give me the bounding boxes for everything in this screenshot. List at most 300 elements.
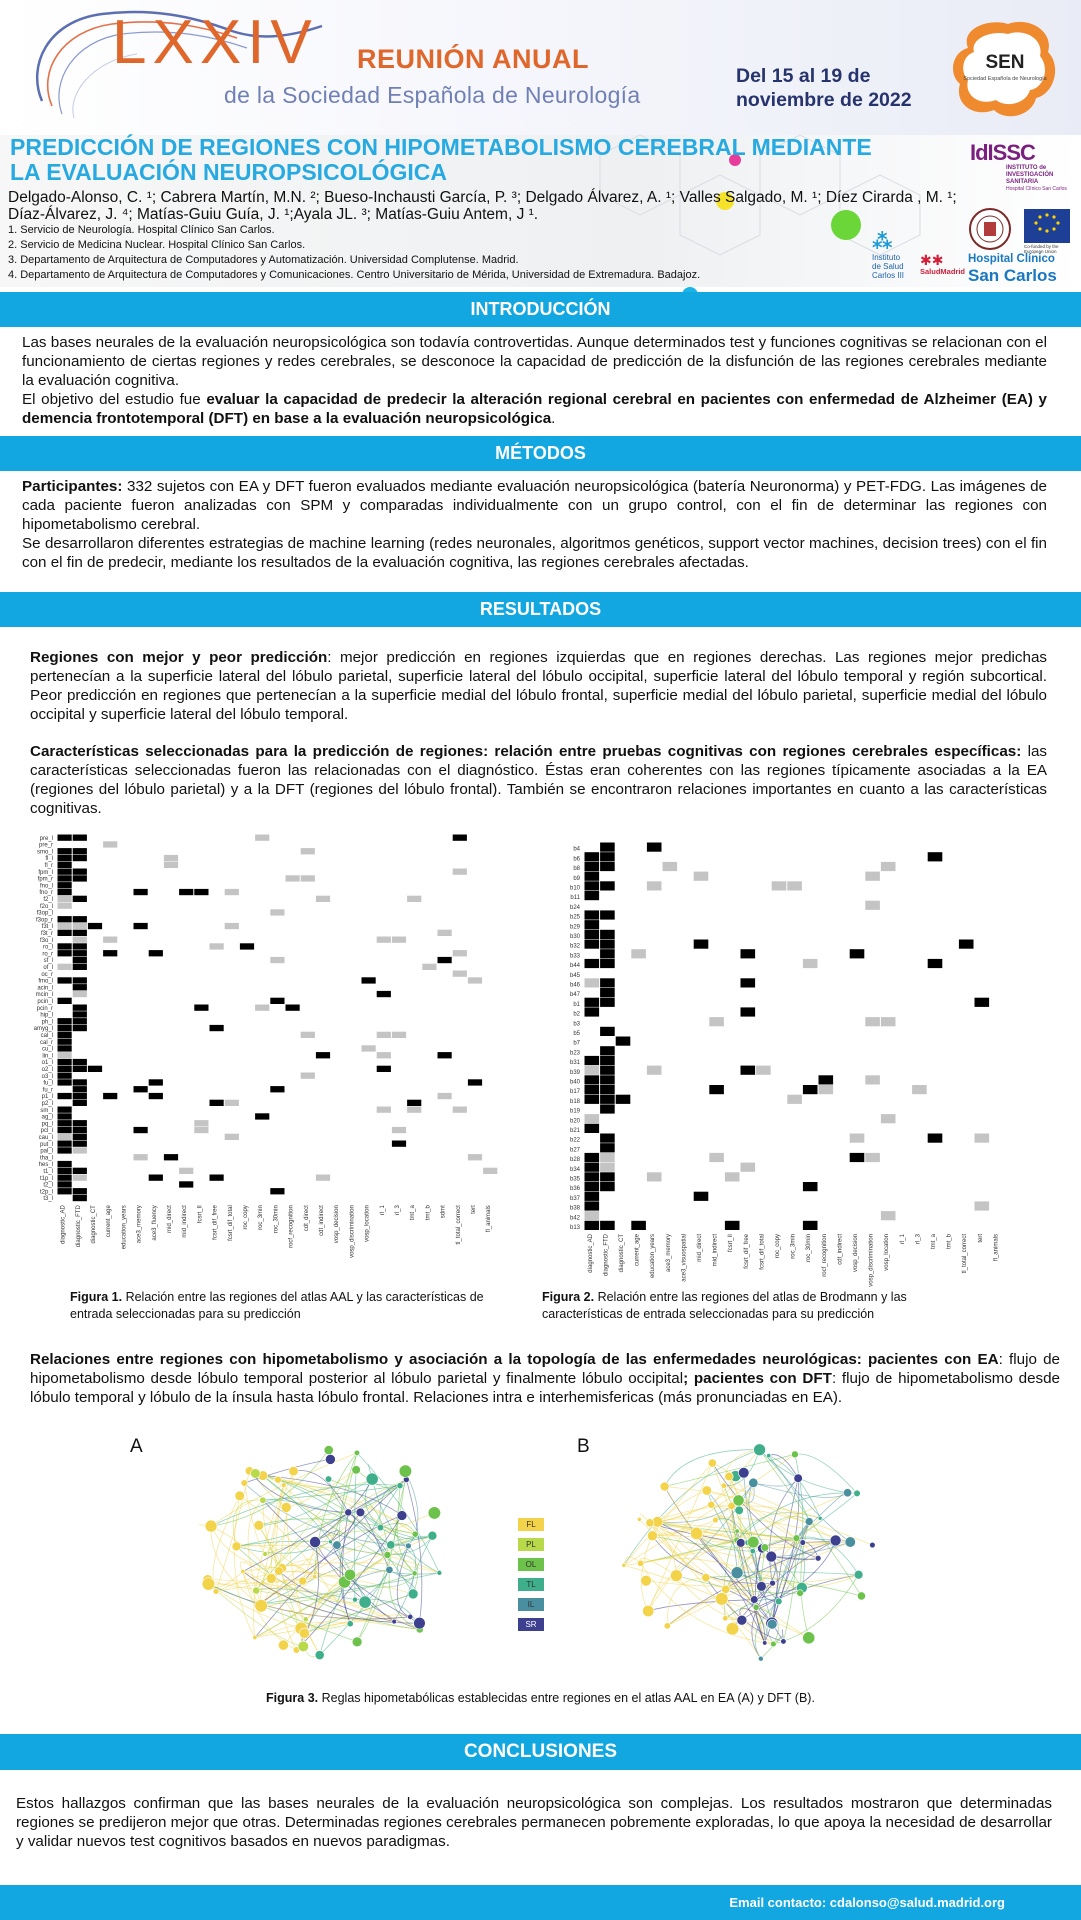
heatmap-cell [73, 835, 87, 841]
fig2-caption-text: Relación entre las regiones del atlas de Brodmann y las características de entrada seleccionadas para su predicción [542, 1290, 907, 1321]
sen-subtitle: Sociedad Española de Neurología [963, 76, 1047, 82]
legend-swatch: SR [518, 1618, 544, 1631]
heatmap-row-label: pq_l [41, 1121, 53, 1128]
section-heading-results: RESULTADOS [0, 592, 1081, 627]
results-paragraph-2 [30, 742, 1047, 818]
heatmap-cell [912, 1085, 927, 1094]
network-node [726, 1622, 739, 1635]
heatmap-cell [58, 998, 72, 1004]
network-node [725, 1472, 733, 1480]
figure-3-legend [518, 1518, 548, 1638]
results-p3-end: : flujo de hipometabolismo desde lóbulo temporal y lóbulo de la ínsula hasta lóbulo frontal. Relaciones intra e interhemisfericas (más pronunciadas en EA). [30, 1370, 1060, 1406]
heatmap-column-label: roc_copy [243, 1205, 249, 1230]
heatmap-row-label: pcin_l [37, 999, 53, 1005]
isciii-mark-icon: ⁂ [872, 231, 893, 253]
heatmap-cell [58, 1161, 72, 1167]
heatmap-row-label: cu_l [41, 1046, 53, 1053]
network-node [748, 1536, 760, 1548]
network-node [660, 1482, 669, 1491]
heatmap-cell [179, 1181, 193, 1187]
dates-line-2: noviembre de 2022 [736, 89, 912, 111]
heatmap-cell [585, 1172, 600, 1181]
heatmap-row-label: oc_r [41, 971, 53, 978]
heatmap-row-label: b21 [569, 1128, 580, 1134]
legend-swatch: IL [518, 1598, 544, 1611]
heatmap-row-label: f3o_l [39, 937, 53, 944]
heatmap-cell [210, 1175, 224, 1181]
heatmap-cell [725, 1172, 740, 1181]
network-node [251, 1469, 261, 1479]
network-node [354, 1450, 360, 1456]
heatmap-cell [392, 937, 406, 943]
heatmap-row-label: b23 [569, 1050, 580, 1057]
heatmap-row-label: b36 [569, 1186, 580, 1193]
heatmap-cell [73, 896, 87, 902]
heatmap-row-label: o2_l [41, 1067, 53, 1073]
title-line-2: LA EVALUACIÓN NEUROPSICOLÓGICA [10, 159, 448, 185]
heatmap-cell [58, 1032, 72, 1038]
network-node [721, 1585, 729, 1593]
heatmap-cell [600, 1134, 615, 1143]
heatmap-row-label: f3op_r [35, 917, 53, 924]
heatmap-row-label: b20 [569, 1118, 580, 1125]
network-node [303, 1617, 308, 1622]
network-node [275, 1567, 284, 1576]
author-list: Delgado-Alonso, C. ¹; Cabrera Martín, M.N. ²; Bueso-Inchausti García, P. ³; Delgado Álvarez, A. ¹; Valles Salgado, M. ¹; Díez Cirarda , M. ¹; Díaz-Álvarez, J. ⁴; Matías-Guiu Guía, J. ¹;Ayala JL. ³; Matías-Guiu Antem, J ¹. [8, 189, 957, 223]
heatmap-cell [58, 916, 72, 922]
heatmap-cell [803, 959, 818, 968]
heatmap-column-label: cdt_direct [303, 1205, 310, 1232]
fig3-caption-bold: Figura 3. [266, 1691, 319, 1705]
network-node [352, 1637, 362, 1647]
fig1-caption-text: Relación entre las regiones del atlas AAL y las características de entrada seleccionadas para su predicción [70, 1290, 484, 1321]
heatmap-cell [103, 937, 117, 943]
heatmap-cell [73, 1059, 87, 1065]
heatmap-row-label: pal_l [40, 1148, 53, 1155]
heatmap-cell [600, 1104, 615, 1113]
network-node [670, 1570, 682, 1582]
heatmap-cell [73, 875, 87, 881]
heatmap-cell [585, 1056, 600, 1065]
heatmap-cell [600, 1143, 615, 1152]
heatmap-cell [210, 1100, 224, 1106]
heatmap-cell [803, 1182, 818, 1191]
network-node [713, 1517, 719, 1523]
heatmap-column-label: rl_3 [395, 1205, 401, 1216]
heatmap-cell [787, 881, 802, 890]
network-node [397, 1511, 407, 1521]
university-seal-icon [968, 207, 1012, 251]
sen-acronym: SEN [985, 52, 1025, 73]
network-node [213, 1589, 219, 1595]
contact-email: Email contacto: cdalonso@salud.madrid.org [729, 1895, 1005, 1910]
heatmap-cell [58, 1045, 72, 1051]
network-node [386, 1566, 393, 1573]
legend-swatch: PL [518, 1538, 544, 1551]
network-node [637, 1517, 641, 1521]
legend-swatch: OL [518, 1558, 544, 1571]
heatmap-cell [58, 896, 72, 902]
heatmap-cell [741, 978, 756, 987]
heatmap-cell [58, 862, 72, 868]
heatmap-cell [585, 940, 600, 949]
heatmap-cell [453, 971, 467, 977]
isciii-line-1: Instituto [872, 253, 901, 262]
heatmap-cell [58, 1188, 72, 1194]
network-node [260, 1497, 266, 1503]
heatmap-cell [149, 1079, 163, 1085]
poster-title [10, 135, 930, 185]
heatmap-row-label: fpm_l [38, 869, 53, 876]
heatmap-row-label: cau_l [38, 1135, 53, 1141]
heatmap-column-label: tl_total_correct [962, 1234, 969, 1274]
heatmap-cell [210, 1025, 224, 1031]
heatmap-cell [377, 1066, 391, 1072]
heatmap-cell [600, 1027, 615, 1036]
network-node [333, 1541, 341, 1549]
network-node [387, 1541, 395, 1549]
heatmap-cell [585, 1192, 600, 1201]
network-node [750, 1548, 755, 1553]
heatmap-column-label: education_years [121, 1205, 128, 1250]
heatmap-column-label: roc_30min [806, 1234, 813, 1263]
heatmap-row-label: cal_l [40, 1033, 53, 1039]
heatmap-cell [286, 875, 300, 881]
results-paragraph-1 [30, 648, 1047, 724]
heatmap-cell [58, 1039, 72, 1045]
heatmap-cell [58, 923, 72, 929]
heatmap-cell [585, 1163, 600, 1172]
heatmap-cell [377, 937, 391, 943]
heatmap-cell [149, 1175, 163, 1181]
heatmap-column-label: vosp_location [364, 1205, 371, 1242]
heatmap-cell [73, 1120, 87, 1126]
intro-p2-end: . [551, 410, 556, 427]
figure-2-caption [542, 1289, 962, 1323]
heatmap-cell [663, 862, 678, 871]
intro-p2-bold: evaluar la capacidad de predecir la alteración regional cerebral en pacientes con enfermedad de Alzheimer (EA) y demencia frontotemporal (DFT) en base a la evaluación neuropsicológica [22, 391, 1047, 427]
society-name: de la Sociedad Española de Neurología [224, 82, 641, 108]
heatmap-cell [453, 1107, 467, 1113]
heatmap-cell [647, 843, 662, 852]
network-node [359, 1596, 371, 1608]
heatmap-cell [58, 848, 72, 854]
heatmap-column-label: rl_3 [915, 1234, 922, 1245]
network-node [805, 1518, 813, 1526]
heatmap-row-label: b17 [569, 1089, 580, 1096]
heatmap-cell [438, 1052, 452, 1058]
heatmap-cell [772, 881, 787, 890]
heatmap-cell [585, 978, 600, 987]
network-node [845, 1537, 856, 1548]
heatmap-cell [73, 1018, 87, 1024]
heatmap-cell [928, 1134, 943, 1143]
network-node [275, 1476, 282, 1483]
heatmap-cell [616, 1095, 631, 1104]
heatmap-cell [58, 1175, 72, 1181]
heatmap-cell [179, 1168, 193, 1174]
heatmap-cell [600, 1085, 615, 1094]
heatmap-cell [134, 923, 148, 929]
network-node [347, 1621, 353, 1627]
network-edge [282, 1560, 318, 1577]
results-p3-bold: Relaciones entre regiones con hipometabolismo y asociación a la topología de las enfermedades neurológicas: pacientes con EA [30, 1351, 999, 1368]
heatmap-cell [58, 1073, 72, 1079]
network-node [753, 1604, 759, 1610]
heatmap-row-label: o1_l [41, 1060, 53, 1067]
heatmap-cell [225, 1100, 239, 1106]
network-node [749, 1478, 758, 1487]
heatmap-cell [585, 920, 600, 929]
heatmap-cell [585, 1211, 600, 1220]
heatmap-row-label: b22 [569, 1137, 580, 1144]
heatmap-cell [453, 869, 467, 875]
network-node [762, 1641, 766, 1645]
heatmap-row-label: ph_l [41, 1019, 53, 1026]
heatmap-cell [928, 959, 943, 968]
heatmap-cell [881, 1211, 896, 1220]
heatmap-cell [600, 940, 615, 949]
heatmap-cell [600, 1163, 615, 1172]
heatmap-cell [73, 977, 87, 983]
heatmap-row-label: f3t_r [40, 931, 53, 937]
network-node [428, 1507, 440, 1519]
heatmap-cell [73, 1100, 87, 1106]
heatmap-cell [709, 1085, 724, 1094]
intro-text [22, 333, 1047, 428]
heatmap-cell [850, 1153, 865, 1162]
heatmap-cell [600, 959, 615, 968]
heatmap-cell [58, 964, 72, 970]
heatmap-cell [270, 909, 284, 915]
affiliation-1: 1. Servicio de Neurología. Hospital Clínico San Carlos. [8, 224, 275, 236]
network-node [854, 1570, 863, 1579]
heatmap-cell [164, 862, 178, 868]
network-node [761, 1544, 769, 1552]
heatmap-cell [600, 1172, 615, 1181]
heatmap-cell [73, 916, 87, 922]
heatmap-cell [438, 930, 452, 936]
heatmap-cell [73, 930, 87, 936]
heatmap-column-label: fl_animals [486, 1205, 493, 1233]
network-node [324, 1445, 333, 1454]
network-node [345, 1509, 352, 1516]
heatmap-cell [709, 1153, 724, 1162]
network-node [641, 1575, 652, 1586]
legend-swatch: FL [518, 1518, 544, 1531]
heatmap-cell [301, 1073, 315, 1079]
heatmap-row-label: tha_l [39, 1155, 53, 1162]
heatmap-row-label: b7 [573, 1040, 580, 1047]
heatmap-cell [210, 943, 224, 949]
heatmap-cell [392, 1141, 406, 1147]
results-p3-mid: : flujo de hipometabolismo desde lóbulo temporal posterior al lóbulo parietal y finalmente lóbulo occipital [30, 1351, 1060, 1387]
heatmap-cell [453, 835, 467, 841]
heatmap-cell [468, 1154, 482, 1160]
heatmap-column-label: fcsrt_dif_free [212, 1205, 219, 1240]
network-node [241, 1569, 245, 1573]
network-node [315, 1650, 324, 1659]
heatmap-cell [134, 1127, 148, 1133]
heatmap-column-label: roc_30min [273, 1205, 280, 1234]
heatmap-cell [928, 852, 943, 861]
network-node [397, 1483, 403, 1489]
heatmap-row-label: p2_l [41, 1101, 53, 1107]
heatmap-row-label: fmo_l [38, 978, 53, 985]
heatmap-cell [725, 1221, 740, 1230]
heatmap-row-label: cal_r [39, 1039, 53, 1046]
heatmap-row-label: pre_l [39, 835, 53, 842]
network-edge [648, 1600, 754, 1611]
heatmap-row-label: smo_l [36, 849, 53, 856]
heatmap-row-label: fl_l [45, 856, 53, 863]
network-node [721, 1483, 726, 1488]
section-heading-conclusions: CONCLUSIONES [0, 1734, 1081, 1770]
network-node [664, 1623, 670, 1629]
heatmap-column-label: fcsrt_dif_total [227, 1205, 234, 1241]
heatmap-row-label: b30 [569, 934, 580, 940]
heatmap-column-label: vosp_discrimination [868, 1234, 875, 1287]
network-node [253, 1635, 257, 1639]
heatmap-row-label: fl_r [44, 863, 53, 869]
heatmap-column-label: diagnostic_FTD [75, 1205, 82, 1248]
network-node [428, 1531, 437, 1540]
madrid-stars-icon: ✱✱ [920, 252, 944, 268]
heatmap-cell [134, 1154, 148, 1160]
heatmap-row-label: b29 [569, 924, 580, 931]
heatmap-row-label: ag_l [41, 1114, 53, 1121]
heatmap-cell [377, 1032, 391, 1038]
intro-paragraph-1: Las bases neurales de la evaluación neuropsicológica son todavía controvertidas. Aunque determinados test y funciones cognitivas se relacionan con el funcionamiento de ciertas regiones y redes cerebrales, se desconoce la capacidad de predicción de la disfunción de las regiones cerebrales mediante la evaluación cognitiva. [22, 334, 1047, 389]
heatmap-cell [73, 1168, 87, 1174]
heatmap-cell [73, 937, 87, 943]
heatmap-row-label: hes_l [38, 1162, 53, 1169]
heatmap-row-label: lin_l [42, 1053, 53, 1060]
heatmap-cell [600, 930, 615, 939]
heatmap-cell [585, 910, 600, 919]
heatmap-row-label: f2_l [43, 897, 53, 903]
heatmap-cell [741, 949, 756, 958]
title-line-1: PREDICCIÓN DE REGIONES CON HIPOMETABOLISMO CEREBRAL MEDIANTE [10, 134, 872, 160]
heatmap-row-label: fpm_r [37, 876, 53, 883]
network-node [255, 1599, 268, 1612]
heatmap-cell [73, 1147, 87, 1153]
heatmap-cell [58, 855, 72, 861]
results-paragraph-3 [30, 1350, 1060, 1407]
heatmap-column-label: diagnostic_CT [91, 1205, 97, 1244]
network-node [767, 1619, 777, 1629]
heatmap-cell [392, 1032, 406, 1038]
heatmap-cell [73, 1188, 87, 1194]
heatmap-column-label: vosp_discrimination [349, 1205, 356, 1258]
heatmap-cell [270, 1086, 284, 1092]
heatmap-row-label: b46 [569, 982, 580, 989]
heatmap-column-label: ace3_fluency [151, 1205, 158, 1241]
network-node [757, 1582, 767, 1592]
network-node [797, 1590, 804, 1597]
network-node [352, 1466, 361, 1475]
heatmap-row-label: b35 [569, 1176, 580, 1183]
network-node [399, 1465, 412, 1478]
heatmap-column-label: tmt_a [931, 1234, 937, 1250]
network-node [830, 1535, 841, 1546]
heatmap-column-label: fl_animals [993, 1234, 1000, 1262]
network-node [818, 1516, 822, 1520]
network-node [791, 1451, 798, 1458]
heatmap-cell [585, 862, 600, 871]
heatmap-row-label: b11 [570, 895, 580, 902]
heatmap-cell [407, 1107, 421, 1113]
heatmap-row-label: t3_l [43, 1196, 53, 1203]
heatmap-column-label: vosp_decision [334, 1205, 341, 1244]
idissc-logo-text: IdISSC [970, 140, 1035, 165]
heatmap-cell [58, 950, 72, 956]
heatmap-row-label: p1_l [41, 1094, 53, 1101]
heatmap-row-label: f2o_l [39, 903, 53, 910]
network-node [392, 1619, 397, 1624]
legend-swatch: TL [518, 1578, 544, 1591]
heatmap-row-label: fu_r [42, 1087, 53, 1094]
heatmap-cell [73, 957, 87, 963]
network-node [723, 1616, 728, 1621]
figure-3b-network [605, 1432, 895, 1677]
intro-p2-start: El objetivo del estudio fue [22, 391, 207, 408]
heatmap-column-label: vosp_location [884, 1234, 891, 1271]
eu-caption: Co-funded by the European Union [1024, 244, 1059, 254]
heatmap-cell [73, 991, 87, 997]
heatmap-cell [58, 1079, 72, 1085]
idissc-sub-1: INSTITUTO de [1006, 165, 1047, 171]
heatmap-cell [881, 1114, 896, 1123]
heatmap-column-label: roc_3min [258, 1205, 265, 1230]
heatmap-cell [585, 1201, 600, 1210]
heatmap-cell [585, 1114, 600, 1123]
heatmap-cell [73, 869, 87, 875]
heatmap-cell [803, 1085, 818, 1094]
heatmap-cell [468, 977, 482, 983]
network-node [702, 1574, 710, 1582]
network-node [800, 1540, 806, 1546]
network-node [344, 1569, 355, 1580]
network-node [235, 1491, 245, 1501]
network-node [325, 1454, 335, 1464]
heatmap-cell [194, 1127, 208, 1133]
heatmap-row-label: b1 [573, 1001, 580, 1008]
heatmap-cell [225, 1134, 239, 1140]
figure-3a-network [185, 1432, 475, 1677]
heatmap-column-label: fcsrt_dif_total [759, 1234, 766, 1270]
conclusions-text: Estos hallazgos confirman que las bases neurales de la evaluación neuropsicológica son complejas. Los resultados mostraron que determinadas regiones se predijeron mejor que otras. Determinadas regiones cerebrales permanecen pobremente exploradas, lo que apoya la necesidad de desarrollar y validar nuevos test cognitivos basados en nuevos paradigmas. [16, 1795, 1052, 1850]
heatmap-cell [316, 896, 330, 902]
heatmap-cell [316, 1175, 330, 1181]
heatmap-row-label: b44 [569, 963, 580, 970]
heatmap-cell [585, 1075, 600, 1084]
heatmap-row-label: b8 [573, 866, 580, 873]
heatmap-row-label: b38 [569, 1205, 580, 1212]
heatmap-cell [255, 1113, 269, 1119]
network-node [241, 1480, 248, 1487]
heatmap-cell [58, 1093, 72, 1099]
heatmap-column-label: current_age [634, 1234, 641, 1267]
heatmap-cell [585, 1124, 600, 1133]
figure-3-caption [0, 1690, 1081, 1707]
network-node [313, 1575, 317, 1579]
heatmap-cell [865, 1153, 880, 1162]
heatmap-column-label: mid_direct [697, 1234, 703, 1262]
heatmap-cell [647, 1172, 662, 1181]
heatmap-cell [73, 1134, 87, 1140]
hospital-line-1: Hospital Clínico [968, 253, 1055, 265]
